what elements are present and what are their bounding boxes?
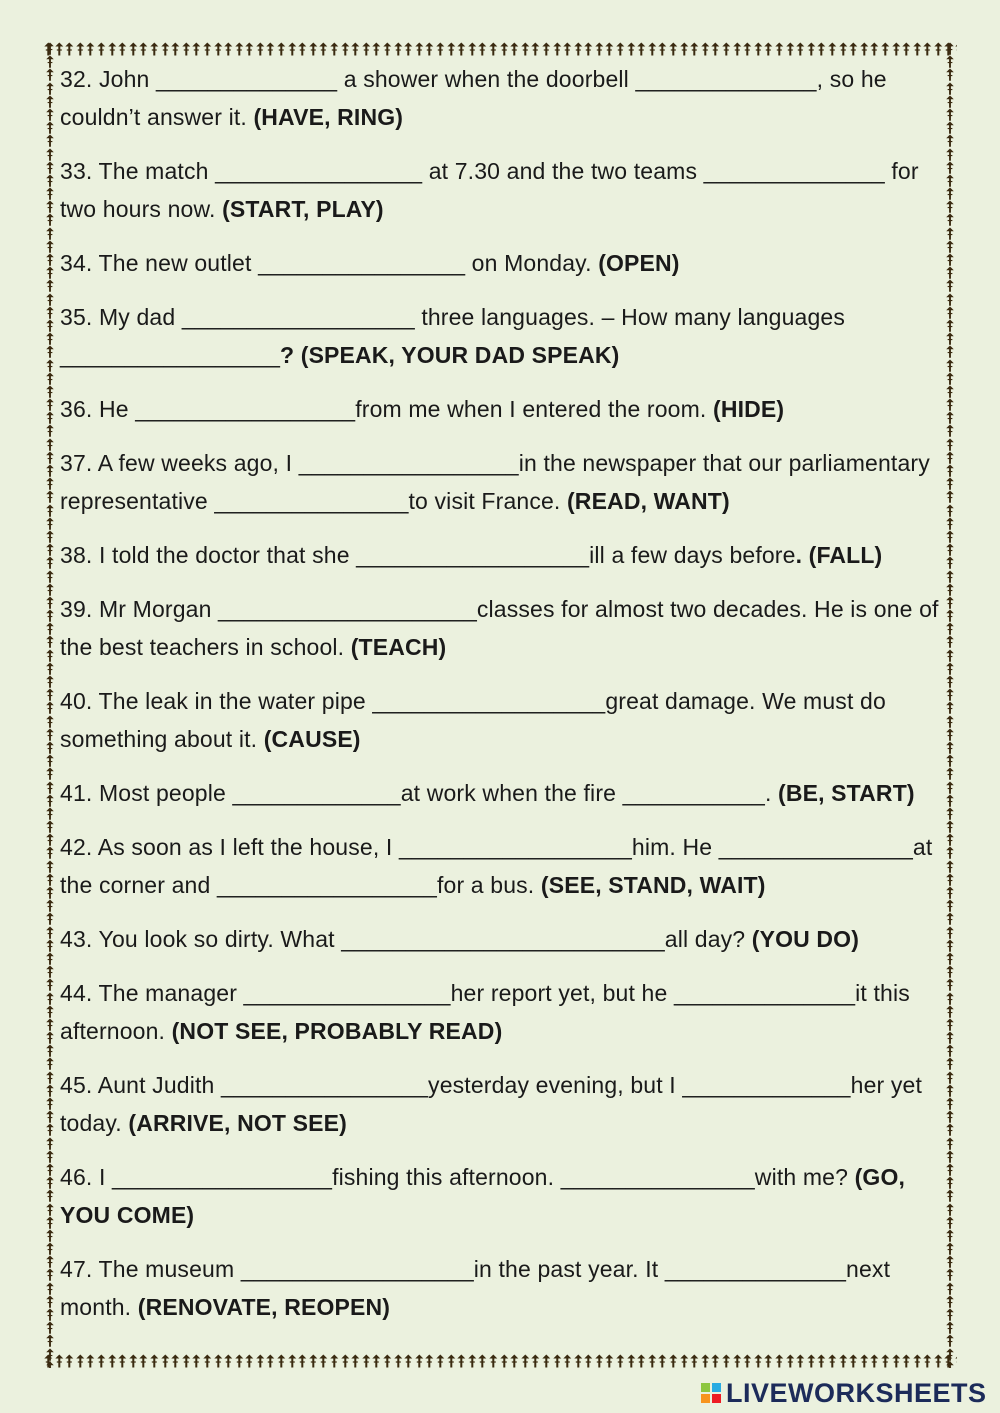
question-number: 34. <box>60 250 93 276</box>
question-text: I _________________fishing this afternoon. _______________with me? <box>92 1164 855 1190</box>
question-number: 45. <box>60 1072 93 1098</box>
question-text: I told the doctor that she __________________ill a few days before <box>92 542 796 568</box>
border-bottom <box>43 1354 957 1368</box>
question-text: He _________________from me when I entered the room. <box>92 396 714 422</box>
question-item <box>60 1250 942 1326</box>
question-text: The museum __________________in the past year. It ______________next month. <box>60 1256 891 1320</box>
question-number: 44. <box>60 980 93 1006</box>
question-number: 33. <box>60 158 93 184</box>
question-hint: (GO, YOU COME) <box>60 1164 906 1228</box>
question-text: Aunt Judith ________________yesterday evening, but I _____________her yet today. <box>60 1072 922 1136</box>
question-number: 35. <box>60 304 93 330</box>
question-item <box>60 590 942 666</box>
question-text: Mr Morgan ____________________classes for almost two decades. He is one of the best teachers in school. <box>60 596 939 660</box>
question-hint: (RENOVATE, REOPEN) <box>137 1294 391 1320</box>
question-text: My dad __________________ three languages. – How many languages _________________ <box>60 304 845 368</box>
question-item <box>60 60 942 136</box>
question-hint: ? (SPEAK, YOUR DAD SPEAK) <box>280 342 620 368</box>
question-hint: . (FALL) <box>795 542 883 568</box>
question-number: 36. <box>60 396 93 422</box>
border-top <box>43 42 957 56</box>
question-number: 42. <box>60 834 93 860</box>
question-hint: (HAVE, RING) <box>253 104 404 130</box>
question-text: You look so dirty. What _________________________all day? <box>92 926 752 952</box>
question-text: The manager ________________her report yet, but he ______________it this afternoon. <box>60 980 910 1044</box>
question-item <box>60 244 942 282</box>
liveworksheets-logo <box>700 1377 987 1409</box>
question-hint: (ARRIVE, NOT SEE) <box>128 1110 347 1136</box>
question-item <box>60 682 942 758</box>
question-hint: (CAUSE) <box>263 726 361 752</box>
question-hint: (SEE, STAND, WAIT) <box>540 872 766 898</box>
question-number: 32. <box>60 66 93 92</box>
question-number: 40. <box>60 688 93 714</box>
worksheet-questions <box>60 60 942 1342</box>
question-item <box>60 536 942 574</box>
question-number: 43. <box>60 926 93 952</box>
question-item <box>60 152 942 228</box>
question-item <box>60 920 942 958</box>
question-item <box>60 444 942 520</box>
logo-icon <box>700 1382 722 1404</box>
question-text: Most people _____________at work when the fire ___________. <box>92 780 779 806</box>
question-number: 41. <box>60 780 93 806</box>
question-item <box>60 828 942 904</box>
question-text: The match ________________ at 7.30 and the two teams ______________ for two hours now. <box>60 158 919 222</box>
question-text: The new outlet ________________ on Monday. <box>92 250 599 276</box>
question-item <box>60 390 942 428</box>
question-text: A few weeks ago, I _________________in the newspaper that our parliamentary representative _______________to visit France. <box>60 450 930 514</box>
border-right <box>943 42 957 1368</box>
question-number: 37. <box>60 450 93 476</box>
logo-text: LIVEWORKSHEETS <box>726 1377 987 1408</box>
question-item <box>60 1066 942 1142</box>
question-item <box>60 774 942 812</box>
question-text: The leak in the water pipe __________________great damage. We must do something about it. <box>60 688 886 752</box>
question-item <box>60 298 942 374</box>
question-hint: (YOU DO) <box>751 926 860 952</box>
question-text: As soon as I left the house, I __________________him. He _______________at the corner and _________________for a bus. <box>60 834 933 898</box>
question-text: John ______________ a shower when the doorbell ______________, so he couldn’t answer it. <box>60 66 887 130</box>
question-hint: (BE, START) <box>778 780 915 806</box>
question-hint: (READ, WANT) <box>567 488 730 514</box>
question-number: 47. <box>60 1256 93 1282</box>
question-hint: (TEACH) <box>350 634 447 660</box>
question-hint: (START, PLAY) <box>222 196 384 222</box>
question-item <box>60 974 942 1050</box>
question-hint: (NOT SEE, PROBABLY READ) <box>171 1018 503 1044</box>
question-item <box>60 1158 942 1234</box>
question-hint: (HIDE) <box>713 396 785 422</box>
question-number: 46. <box>60 1164 93 1190</box>
question-hint: (OPEN) <box>598 250 680 276</box>
question-number: 39. <box>60 596 93 622</box>
question-number: 38. <box>60 542 93 568</box>
border-left <box>43 42 57 1368</box>
